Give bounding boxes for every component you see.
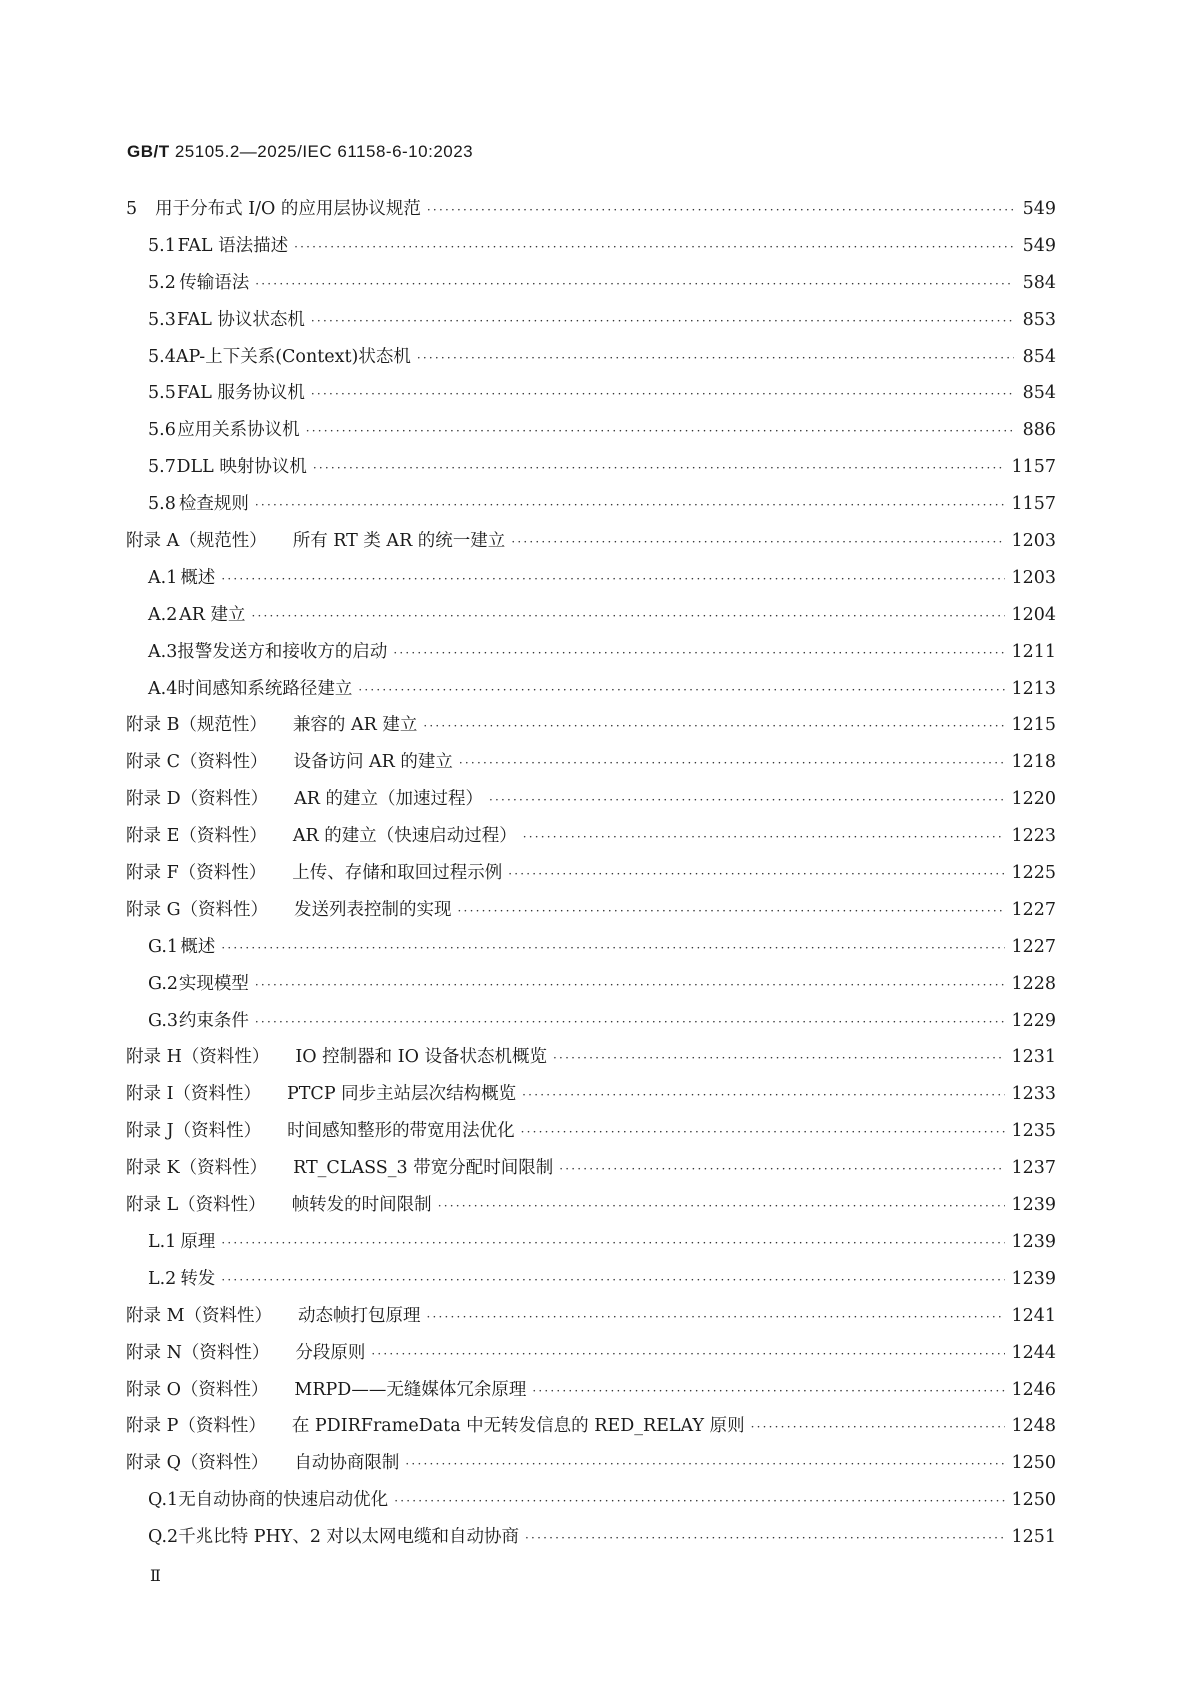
toc-entry-page: 549 [1022, 199, 1056, 219]
toc-entry[interactable] [126, 855, 1056, 892]
toc-entry-number: 附录 N（资料性） [126, 1342, 270, 1363]
toc-entry[interactable] [126, 966, 1056, 1003]
toc-entry-page: 1228 [1011, 973, 1056, 994]
toc-entry[interactable] [126, 1003, 1056, 1040]
dot-leader [306, 413, 1014, 450]
toc-entry[interactable] [126, 191, 1056, 228]
toc-entry[interactable] [126, 929, 1056, 966]
toc-entry-page: 1251 [1011, 1527, 1056, 1548]
toc-entry-page: 886 [1022, 420, 1056, 441]
dot-leader [255, 487, 1006, 524]
toc-entry-number: 5.3 [148, 309, 176, 330]
toc-entry-title: 设备访问 AR 的建立 [293, 752, 453, 773]
toc-entry-number: G.1 [148, 936, 179, 957]
toc-entry-title: 所有 RT 类 AR 的统一建立 [292, 531, 506, 552]
toc-entry-number: 5.1 [148, 235, 176, 256]
toc-entry-number: 附录 I（资料性） [126, 1084, 261, 1105]
toc-entry-title: 分段原则 [295, 1342, 366, 1363]
toc-entry-number: 附录 O（资料性） [126, 1379, 269, 1400]
toc-entry-number: L.1 [148, 1231, 177, 1252]
toc-entry-title: DLL 映射协议机 [176, 457, 307, 478]
toc-entry-page: 584 [1022, 272, 1056, 293]
toc-entry-page: 1248 [1011, 1416, 1056, 1437]
toc-entry-title: FAL 协议状态机 [176, 309, 305, 330]
toc-entry-page: 1235 [1011, 1121, 1056, 1142]
toc-entry-title: 概述 [180, 567, 216, 588]
toc-entry[interactable] [126, 1150, 1056, 1187]
toc-entry-title: RT_CLASS_3 带宽分配时间限制 [293, 1158, 554, 1179]
toc-entry-title: 报警发送方和接收方的启动 [177, 641, 388, 662]
toc-entry-page: 853 [1022, 309, 1056, 330]
toc-entry-number: 附录 K（资料性） [126, 1158, 268, 1179]
toc-entry-number: 附录 A（规范性） [126, 531, 267, 552]
toc-entry-page: 1237 [1011, 1158, 1056, 1179]
toc-entry[interactable] [126, 449, 1056, 486]
toc-entry-page: 1239 [1011, 1268, 1056, 1289]
dot-leader [294, 229, 1014, 266]
toc-entry-page: 1244 [1011, 1342, 1056, 1363]
toc-entry-number: A.2 [148, 604, 178, 625]
toc-entry-title: 时间感知系统路径建立 [177, 678, 353, 699]
toc-entry-number: Q.2 [148, 1527, 179, 1548]
toc-entry-page: 1227 [1011, 899, 1056, 920]
toc-entry-number: 附录 J（资料性） [126, 1121, 262, 1142]
toc-entry-title: FAL 语法描述 [177, 235, 289, 256]
toc-entry-title: 原理 [180, 1231, 216, 1252]
toc-entry[interactable] [126, 892, 1056, 929]
toc-entry-number: 附录 E（资料性） [126, 826, 267, 847]
toc-entry[interactable] [126, 1113, 1056, 1150]
toc-entry[interactable] [126, 1187, 1056, 1224]
dot-leader [458, 893, 1006, 930]
toc-entry[interactable] [126, 707, 1056, 744]
dot-leader [522, 1077, 1005, 1114]
dot-leader [751, 1409, 1006, 1446]
toc-entry-title: 传输语法 [179, 272, 250, 293]
toc-entry-number: Q.1 [148, 1490, 179, 1511]
toc-entry-number: 5.2 [148, 272, 176, 293]
toc-entry[interactable] [126, 1298, 1056, 1335]
toc-entry-title: AR 的建立（加速过程） [294, 789, 483, 810]
toc-entry-page: 854 [1022, 383, 1056, 404]
toc-entry-title: 转发 [180, 1268, 216, 1289]
toc-entry-title: MRPD——无缝媒体冗余原理 [294, 1379, 527, 1400]
dot-leader [221, 1262, 1005, 1299]
toc-entry-number: 附录 C（资料性） [126, 752, 268, 773]
toc-entry-number: 5 [126, 199, 138, 219]
toc-entry-title: PTCP 同步主站层次结构概览 [286, 1084, 517, 1105]
toc-entry[interactable] [126, 412, 1056, 449]
toc-entry-page: 1203 [1011, 567, 1056, 588]
dot-leader [221, 930, 1005, 967]
dot-leader [525, 1520, 1005, 1557]
toc-entry[interactable] [126, 1224, 1056, 1261]
toc-entry-title: 无自动协商的快速启动优化 [178, 1490, 389, 1511]
toc-entry-title: 实现模型 [178, 973, 249, 994]
dot-leader [532, 1373, 1005, 1410]
dot-leader [371, 1336, 1005, 1373]
toc-entry[interactable] [126, 228, 1056, 265]
toc-entry-title: 概述 [180, 936, 216, 957]
toc-entry-title: 在 PDIRFrameData 中无转发信息的 RED_RELAY 原则 [291, 1416, 745, 1437]
toc-entry-page: 1220 [1011, 789, 1056, 810]
toc-entry-page: 549 [1022, 235, 1056, 256]
toc-entry-number: 附录 G（资料性） [126, 899, 269, 920]
toc-entry-page: 1213 [1011, 678, 1056, 699]
dot-leader [508, 856, 1005, 893]
toc-entry[interactable] [126, 1261, 1056, 1298]
toc-entry-number: 附录 L（资料性） [126, 1195, 266, 1216]
toc-entry-page: 1203 [1011, 531, 1056, 552]
toc-entry-page: 1157 [1011, 494, 1056, 515]
toc-entry[interactable] [126, 486, 1056, 523]
toc-entry[interactable] [126, 1372, 1056, 1409]
toc-entry-page: 854 [1022, 346, 1056, 367]
toc-entry[interactable] [126, 671, 1056, 708]
toc-entry-page: 1227 [1011, 936, 1056, 957]
toc-entry-number: 附录 M（资料性） [126, 1305, 272, 1326]
toc-entry-title: IO 控制器和 IO 设备状态机概览 [295, 1047, 548, 1068]
dot-leader [523, 819, 1006, 856]
dot-leader [489, 782, 1005, 819]
page-number: Ⅱ [150, 1566, 161, 1585]
dot-leader [311, 376, 1014, 413]
toc-entry-number: 附录 P（资料性） [126, 1416, 266, 1437]
toc-entry-number: 5.6 [148, 420, 176, 441]
dot-leader [394, 1483, 1005, 1520]
toc-entry-number: A.4 [148, 678, 178, 699]
toc-entry-number: 附录 B（规范性） [126, 715, 267, 736]
toc-entry-page: 1157 [1011, 457, 1056, 478]
dot-leader [521, 1114, 1006, 1151]
toc-entry[interactable] [126, 302, 1056, 339]
dot-leader [553, 1040, 1005, 1077]
toc-entry[interactable] [126, 1482, 1056, 1519]
toc-entry[interactable] [126, 1408, 1056, 1445]
toc-entry[interactable] [126, 560, 1056, 597]
table-of-contents [126, 191, 1056, 1556]
toc-entry-title: AR 的建立（快速启动过程） [292, 826, 517, 847]
toc-entry-number: 5.5 [148, 383, 176, 404]
dot-leader [459, 745, 1006, 782]
toc-entry-number: 5.8 [148, 494, 176, 515]
toc-entry-title: AP-上下关系(Context)状态机 [175, 346, 411, 367]
dot-leader [255, 266, 1014, 303]
toc-entry-page: 1246 [1011, 1379, 1056, 1400]
toc-entry-number: L.2 [148, 1268, 177, 1289]
toc-entry-number: 附录 D（资料性） [126, 789, 269, 810]
toc-entry-page: 1225 [1011, 863, 1056, 884]
toc-entry-number: A.3 [148, 641, 178, 662]
toc-entry-number: G.2 [148, 973, 179, 994]
dot-leader [423, 708, 1005, 745]
toc-entry[interactable] [126, 597, 1056, 634]
toc-entry-title: 约束条件 [178, 1010, 249, 1031]
toc-entry[interactable] [126, 744, 1056, 781]
toc-entry-number: 附录 H（资料性） [126, 1047, 270, 1068]
toc-entry[interactable] [126, 339, 1056, 376]
dot-leader [311, 303, 1014, 340]
dot-leader [559, 1151, 1005, 1188]
toc-entry-page: 1250 [1011, 1453, 1056, 1474]
toc-entry[interactable] [126, 1076, 1056, 1113]
toc-entry-page: 1239 [1011, 1231, 1056, 1252]
toc-entry-title: 应用关系协议机 [177, 420, 300, 441]
toc-entry-title: AR 建立 [179, 604, 246, 625]
page-header [127, 142, 473, 162]
standard-prefix: GB/T [127, 142, 170, 161]
toc-entry-number: 附录 Q（资料性） [126, 1453, 269, 1474]
dot-leader [405, 1446, 1005, 1483]
toc-entry[interactable] [126, 1445, 1056, 1482]
toc-entry-number: 5.7 [148, 457, 176, 478]
dot-leader [313, 450, 1006, 487]
toc-entry-page: 1229 [1011, 1010, 1056, 1031]
toc-entry-page: 1204 [1011, 604, 1056, 625]
toc-entry[interactable] [126, 1335, 1056, 1372]
toc-entry-page: 1231 [1011, 1047, 1056, 1068]
toc-entry[interactable] [126, 523, 1056, 560]
toc-entry-number: G.3 [148, 1010, 179, 1031]
toc-entry-number: 5.4 [148, 346, 176, 367]
toc-entry[interactable] [126, 1039, 1056, 1076]
toc-entry-page: 1211 [1011, 641, 1056, 662]
toc-entry-title: 动态帧打包原理 [297, 1305, 421, 1326]
toc-entry-title: 兼容的 AR 建立 [292, 715, 418, 736]
dot-leader [417, 340, 1014, 377]
toc-entry-title: 时间感知整形的带宽用法优化 [287, 1121, 515, 1142]
toc-entry-page: 1218 [1011, 752, 1056, 773]
dot-leader [255, 967, 1006, 1004]
dot-leader [251, 598, 1005, 635]
toc-entry-page: 1239 [1011, 1195, 1056, 1216]
toc-entry-page: 1241 [1011, 1305, 1056, 1326]
toc-entry-title: 检查规则 [178, 494, 249, 515]
toc-entry-title: 发送列表控制的实现 [294, 899, 452, 920]
toc-entry-number: 附录 F（资料性） [126, 863, 267, 884]
toc-entry[interactable] [126, 375, 1056, 412]
dot-leader [221, 561, 1005, 598]
dot-leader [358, 672, 1005, 709]
toc-entry-number: A.1 [148, 567, 178, 588]
toc-entry-title: FAL 服务协议机 [176, 383, 305, 404]
toc-entry[interactable] [126, 265, 1056, 302]
dot-leader [221, 1225, 1005, 1262]
dot-leader [427, 192, 1014, 229]
standard-code: 25105.2—2025/IEC 61158-6-10:2023 [174, 142, 474, 161]
toc-entry-title: 帧转发的时间限制 [291, 1195, 432, 1216]
toc-entry-page: 1233 [1011, 1084, 1056, 1105]
toc-entry[interactable] [126, 818, 1056, 855]
dot-leader [255, 1004, 1006, 1041]
toc-entry-page: 1250 [1011, 1490, 1056, 1511]
dot-leader [511, 524, 1005, 561]
toc-entry-page: 1223 [1011, 826, 1056, 847]
toc-entry-title: 千兆比特 PHY、2 对以太网电缆和自动协商 [178, 1527, 520, 1548]
toc-entry[interactable] [126, 1519, 1056, 1556]
toc-entry-title: 用于分布式 I/O 的应用层协议规范 [155, 199, 421, 219]
toc-entry-page: 1215 [1011, 715, 1056, 736]
toc-entry-title: 自动协商限制 [294, 1453, 400, 1474]
dot-leader [426, 1299, 1005, 1336]
toc-entry-title: 上传、存储和取回过程示例 [292, 863, 503, 884]
toc-entry[interactable] [126, 781, 1056, 818]
toc-entry[interactable] [126, 634, 1056, 671]
dot-leader [438, 1188, 1006, 1225]
dot-leader [393, 635, 1005, 672]
